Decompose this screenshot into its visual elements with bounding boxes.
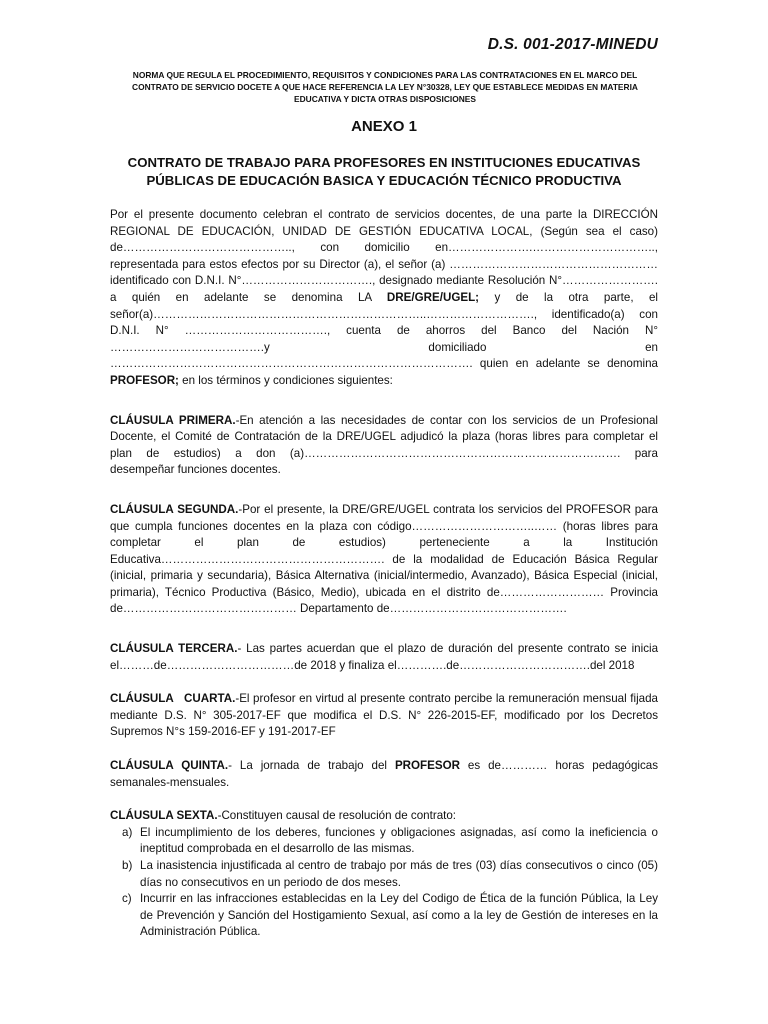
clause-text: - Las partes acuerdan que el plazo de duración del presente contrato se inicia el………de……………………………de 2018 y finaliza el………….de…………………………….del 2018: [110, 642, 659, 672]
intro-party-abbrev: DRE/GRE/UGEL;: [386, 290, 480, 304]
document-body: [110, 207, 658, 941]
clause-text: - La jornada de trabajo del: [228, 759, 395, 773]
intro-party-1: DIRECCIÓN REGIONAL DE EDUCACIÓN, UNIDAD DE GESTIÓN EDUCATIVA LOCAL,: [110, 208, 658, 238]
list-item-text: El incumplimiento de los deberes, funciones y obligaciones asignadas, así como la ineficiencia o ineptitud comprobada en el desarrollo de las mismas.: [140, 825, 658, 856]
contract-title: CONTRATO DE TRABAJO PARA PROFESORES EN INSTITUCIONES EDUCATIVAS PÚBLICAS DE EDUCACIÓN BASICA Y EDUCACIÓN TÉCNICO PRODUCTIVA: [127, 155, 641, 188]
annex-title: ANEXO 1: [351, 118, 417, 135]
clause-segunda: [110, 502, 658, 618]
decree-reference: D.S. 001-2017-MINEDU: [487, 36, 658, 53]
intro-paragraph: [110, 207, 658, 390]
clause-text: -Por el presente, la DRE/GRE/UGEL contrata los servicios del PROFESOR para que cumpla funciones docentes en la plaza con código…………………………..…… (horas libres para completar el plan de estudios) perteneciente a la Institución Educativa…………………………………………………. de la modalidad de Educación Básica Regular (inicial, primaria y secundaria), Básica Alternativa (inicial/intermedio, Avanzado), Básica Especial (inicial, primaria), Técnico Productiva (Básico, Medio), ubicada en el distrito de……………………… Provincia de……………………………………… Departamento de……………………………………….: [110, 502, 658, 616]
list-item: [110, 825, 658, 858]
clause-label: CLÁUSULA CUARTA.: [110, 692, 236, 706]
list-item-text: Incurrir en las infracciones establecidas en la Ley del Codigo de Ética de la función Pública, la Ley de Prevención y Sanción del Hostigamiento Sexual, así como a la ley de Gestión de intereses en la Administración Pública.: [140, 892, 658, 939]
clause-label: CLÁUSULA TERCERA.: [110, 642, 238, 656]
list-marker: b): [122, 859, 133, 872]
list-marker: a): [122, 825, 133, 839]
clause-text: -El profesor en virtud al presente contrato percibe la remuneración mensual fijada mediante D.S. N° 305-2017-EF que modifica el D.S. N° 226-2015-EF, modificado por los Decretos Supremos N°s 159-2016-EF y 191-2017-EF: [110, 692, 658, 739]
clause-label: CLÁUSULA QUINTA.: [110, 759, 229, 773]
list-marker: c): [122, 892, 132, 906]
clause-primera: [110, 413, 658, 479]
clause-quinta: [110, 758, 658, 791]
list-item-text: La inasistencia injustificada al centro de trabajo por más de tres (03) días consecutivos o cinco (05) días no consecutivos en un periodo de dos meses.: [140, 859, 658, 889]
intro-text-2: (Según sea el caso) de…………………………………….., con domicilio en………………….………………………….., representada para estos efectos por su Director (a), el señor (a) ……………………………………………… identificado con D.N.I. N°……………………………., designado mediante Resolución N°……………………. a quién en adelante se denomina LA: [110, 224, 658, 304]
clause-label: CLÁUSULA SEXTA.: [110, 809, 218, 823]
clause-label: CLÁUSULA PRIMERA.: [110, 413, 236, 427]
clause-text-2: es de………… horas pedagógicas semanales-mensuales.: [110, 759, 659, 789]
clause-text: -Constituyen causal de resolución de contrato:: [217, 809, 457, 823]
clause-tercera: [110, 641, 658, 674]
clause-cuarta: [110, 691, 658, 741]
intro-text-4: en los términos y condiciones siguientes:: [178, 373, 393, 387]
clause-sexta: [110, 808, 658, 825]
intro-text-1: Por el presente documento celebran el contrato de servicios docentes, de una parte la: [110, 208, 593, 221]
clause-text: -En atención a las necesidades de contar con los servicios de un Profesional Docente, el Comité de Contratación de la DRE/UGEL adjudicó la plaza (horas libres para completar el plan de estudios) a don (a)………………………………………………………………………. para desempeñar funciones docentes.: [110, 413, 659, 477]
list-item: [110, 891, 658, 941]
clause-bold-term: PROFESOR: [394, 759, 460, 773]
list-item: [110, 858, 658, 891]
termination-causes-list: [110, 825, 658, 941]
norma-heading: NORMA QUE REGULA EL PROCEDIMIENTO, REQUISITOS Y CONDICIONES PARA LAS CONTRATACIONES EN EL MARCO DEL CONTRATO DE SERVICIO DOCETE A QUE HACE REFERENCIA LA LEY N°30328, LEY QUE ESTABLECE MEDIDAS EN MATERIA EDUCATIVA Y DICTA OTRAS DISPOSICIONES: [132, 70, 638, 104]
clause-label: CLÁUSULA SEGUNDA.: [110, 502, 239, 516]
intro-text-3: y de la otra parte, el señor(a)……………………………………………………………..………………………., identificado(a) con D.N.I. N° ………………………………., cuenta de ahorros del Banco del Nación N° ………………………………….y domiciliado en …………………………………………………………………………………. quien en adelante se denomina: [110, 290, 658, 371]
intro-party-2: PROFESOR;: [110, 373, 179, 387]
